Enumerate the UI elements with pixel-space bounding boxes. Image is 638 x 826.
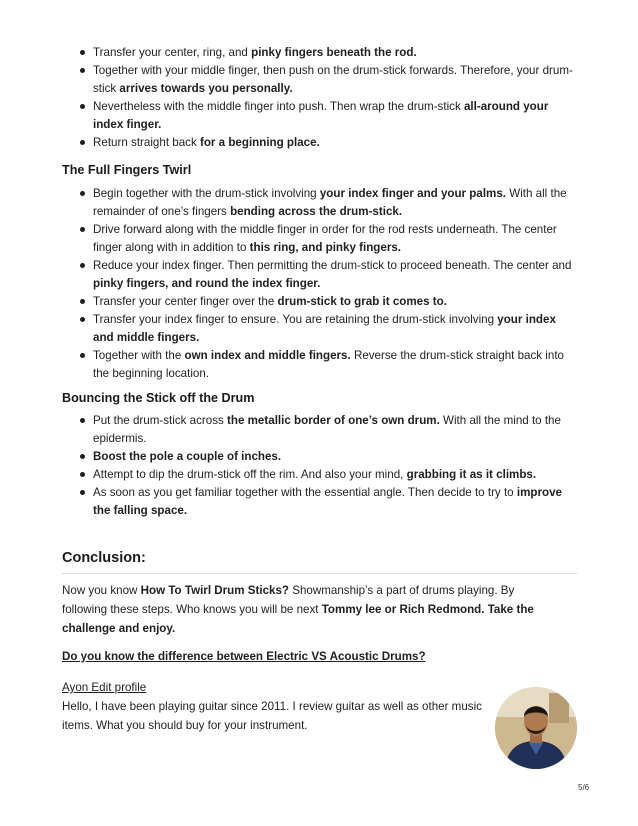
bouncing-stick-list [93, 412, 578, 520]
list-item: Nevertheless with the middle finger into push. Then wrap the drum-stick all-around your index finger. [93, 98, 578, 134]
list-item: As soon as you get familiar together with the essential angle. Then decide to try to improve the falling space. [93, 484, 578, 520]
related-article-link[interactable]: Do you know the difference between Electric VS Acoustic Drums? [62, 650, 426, 663]
list-item: Transfer your center, ring, and pinky fingers beneath the rod. [93, 44, 578, 62]
list-item: Put the drum-stick across the metallic border of one’s own drum. With all the mind to the epidermis. [93, 412, 578, 448]
avatar [495, 687, 577, 769]
conclusion-divider [62, 573, 577, 574]
author-bio: Hello, I have been playing guitar since 2011. I review guitar as well as other music items. What you should buy for your instrument. [62, 700, 482, 732]
list-item: Transfer your center finger over the drum-stick to grab it comes to. [93, 293, 578, 311]
conclusion-heading: Conclusion: [62, 550, 146, 566]
list-item: Boost the pole a couple of inches. [93, 448, 578, 466]
author-profile-link[interactable]: Ayon Edit profile [62, 681, 147, 694]
full-fingers-twirl-list [93, 185, 578, 383]
conclusion-paragraph: Now you know How To Twirl Drum Sticks? Showmanship’s a part of drums playing. By following these steps. Who knows you will be next Tommy lee or Rich Redmond. Take the challenge and enjoy. [62, 584, 534, 635]
list-item: Reduce your index finger. Then permitting the drum-stick to proceed beneath. The center and pinky fingers, and round the index finger. [93, 257, 578, 293]
author-box [62, 678, 482, 735]
list-item: Together with the own index and middle fingers. Reverse the drum-stick straight back into the beginning location. [93, 347, 578, 383]
list-item: Return straight back for a beginning place. [93, 134, 578, 152]
section-heading-full-fingers-twirl: The Full Fingers Twirl [62, 163, 192, 177]
list-item: Transfer your index finger to ensure. You are retaining the drum-stick involving your index and middle fingers. [93, 311, 578, 347]
list-item: Attempt to dip the drum-stick off the rim. And also your mind, grabbing it as it climbs. [93, 466, 578, 484]
section-heading-bouncing-stick: Bouncing the Stick off the Drum [62, 391, 255, 405]
list-item: Begin together with the drum-stick involving your index finger and your palms. With all the remainder of one’s fingers bending across the drum-stick. [93, 185, 578, 221]
list-item: Drive forward along with the middle finger in order for the rod rests underneath. The center finger along with in addition to this ring, and pinky fingers. [93, 221, 578, 257]
author-photo-icon [495, 687, 577, 769]
twirl-steps-list [93, 44, 578, 152]
list-item: Together with your middle finger, then push on the drum-stick forwards. Therefore, your drum-stick arrives towards you personally. [93, 62, 578, 98]
page-number: 5/6 [578, 783, 590, 792]
